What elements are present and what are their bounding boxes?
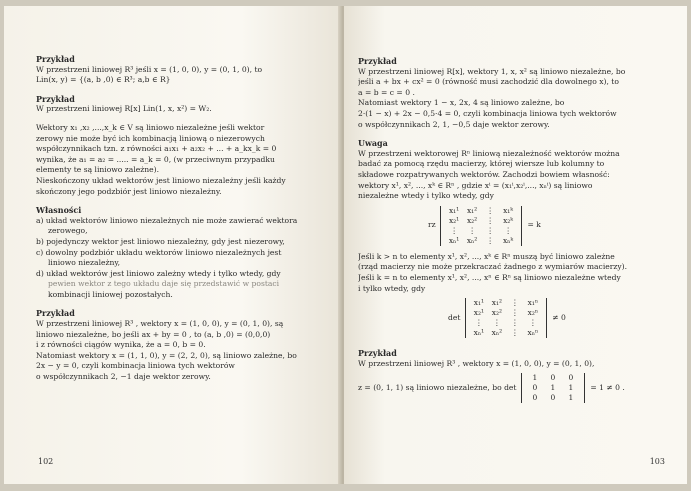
matrix-cell: ⋮ [504,225,512,235]
matrix-row [445,206,517,216]
text-line: Lin(x, y) = {(a, b ,0) ∈ R³; a,b ∈ R} [36,75,171,85]
text-line: Natomiast wektory x = (1, 1, 0), y = (2, 2, 0), są liniowo zależne, bo [36,350,297,360]
matrix-cell: x₂² [466,215,478,225]
det-label: det [448,312,461,322]
matrix-cell: ⋮ [511,298,519,308]
text-line: wynika, że a₁ = a₂ = ..... = a_k = 0, (w przeciwnym przypadku [36,154,275,164]
matrix-row [470,308,542,318]
text-line: Natomiast wektory 1 − x, 2x, 4 są liniowo zależne, bo [358,98,565,108]
determinant-formula [358,296,665,340]
section-title: Przykład [36,54,75,64]
matrix-cell: ⋮ [511,308,519,318]
matrix-cell: x₂² [491,308,502,318]
det-3x3-matrix [521,373,585,403]
example-r3-determinant [358,348,665,405]
matrix-cell: 1 [568,383,574,393]
matrix-cell: x₁¹ [448,205,460,215]
text-line: W przestrzeni liniowej R³ , wektory x = (1, 0, 0), y = (0, 1, 0), są [36,319,284,329]
matrix-cell: ⋮ [486,235,494,245]
section-title: Przykład [358,56,397,66]
text-line: o współczynnikach 2, 1, −0,5 daje wektor zerowy. [358,119,550,129]
text-line: zerowy nie może być ich kombinacją liniową o niezerowych [36,133,265,143]
list-item: liniowo niezależny, [48,258,121,268]
text-line: a = b = c = 0 . [358,87,415,97]
text-line: współczynnikach tzn. z równości a₁x₁ + a₂x₂ + ... + a_kx_k = 0 [36,144,277,154]
matrix-cell: ⋮ [486,205,494,215]
example-r3-independence [36,308,322,382]
matrix-cell: x₂¹ [448,215,460,225]
text-line: niezależne wtedy i tylko wtedy, gdy [358,191,494,201]
matrix-cell: 0 [532,383,538,393]
matrix-cell: x₁² [491,298,502,308]
matrix-cell: ⋮ [529,318,537,328]
matrix-cell: x₂ⁿ [527,308,539,318]
matrix-cell: 0 [550,393,556,403]
page-number: 103 [649,457,665,466]
text-line: (rząd macierzy nie może przekraczać żadnego z wymiarów macierzy). [358,262,628,272]
text-line: i z równości ciągów wynika, że a = 0, b = 0. [36,340,206,350]
text-line: W przestrzeni liniowej R³ jeśli x = (1, 0, 0), y = (0, 1, 0), to [36,64,263,74]
page-number: 102 [38,457,54,466]
rank-label: rz [428,220,436,230]
matrix-cell: xₙⁿ [527,328,539,338]
det-result: = 1 ≠ 0 . [590,382,625,392]
matrix-cell: x₁ⁿ [527,298,539,308]
example-lin-polynomials [36,94,322,115]
text-line: o współczynnikach 2, −1 daje wektor zerowy. [36,372,211,382]
rank-equals: = k [527,220,541,230]
list-item: c) dowolny podzbiór układu wektorów liniowo niezależnych jest [36,247,282,257]
matrix-cell: ⋮ [468,225,476,235]
text-line: W przestrzeni wektorowej Rⁿ liniową niezależność wektorów można [358,148,620,158]
det-prefix: z = (0, 1, 1) są liniowo niezależne, bo det [358,382,517,392]
definition-linear-independence [36,123,322,197]
matrix-cell: 0 [550,373,556,383]
matrix-cell: 0 [532,393,538,403]
matrix-cell: xₙ² [466,235,478,245]
matrix-cell: xₙ¹ [448,235,460,245]
matrix-cell: x₁² [466,205,478,215]
matrix-cell: 1 [550,383,556,393]
matrix-row [526,393,580,403]
text-line: badać za pomocą rzędu macierzy, której wiersze lub kolumny to [358,159,605,169]
determinant-example [358,371,665,405]
text-line: 2·(1 − x) + 2x − 0,5·4 = 0, czyli kombinacja liniowa tych wektorów [358,108,617,118]
list-item: b) pojedynczy wektor jest liniowo niezależny, gdy jest niezerowy, [36,236,285,246]
text-line: Wektory x₁ ,x₂ ,...,x_k ∈ V są liniowo niezależne jeśli wektor [36,122,265,132]
matrix-cell: ⋮ [511,328,519,338]
matrix-cell: xₙ² [491,328,503,338]
matrix-cell: 0 [568,373,574,383]
matrix-cell: 1 [532,373,538,383]
text-line: składowe rozpatrywanych wektorów. Zachodzi bowiem własność: [358,169,610,179]
left-page [4,6,342,484]
rank-matrix [440,206,522,246]
matrix-row [445,236,517,246]
matrix-cell: x₁¹ [473,298,484,308]
matrix-row [470,318,542,328]
properties-list [36,205,322,300]
matrix-row [470,328,542,338]
list-item: d) układ wektorów jest liniowo zależny wtedy i tylko wtedy, gdy [36,268,281,278]
rank-formula [358,204,665,248]
text-line: jeśli a + bx + cx² = 0 (równość musi zachodzić dla dowolnego x), to [358,77,619,87]
matrix-cell: ⋮ [511,318,519,328]
note-rank-criterion [358,138,665,340]
text-line: W przestrzeni liniowej R³ , wektory x = (1, 0, 0), y = (0, 1, 0), [358,358,595,368]
det-matrix [465,298,547,338]
text-line: Nieskończony układ wektorów jest liniowo niezależny jeśli każdy [36,175,286,185]
example-polynomial-independence [358,56,665,130]
text-line: W przestrzeni liniowej R[x] Lin(1, x, x²) = W₂. [36,104,212,114]
section-title: Uwaga [358,138,388,149]
matrix-cell: ⋮ [486,215,494,225]
det-nonzero: ≠ 0 [552,312,566,322]
matrix-row [470,298,542,308]
section-title: Własności [36,205,82,216]
text-line: skończony jego podzbiór jest liniowo niezależny. [36,186,222,196]
section-title: Przykład [36,308,75,319]
text-line: 2x − y = 0, czyli kombinacja liniowa tych wektorów [36,361,235,371]
text-line: liniowo niezależne, bo jeśli ax + by = 0 , to (a, b ,0) = (0,0,0) [36,329,271,339]
text-line: elementy te są liniowo zależne). [36,165,160,175]
matrix-cell: ⋮ [475,318,483,328]
matrix-row [445,226,517,236]
right-page [344,6,687,484]
matrix-cell: ⋮ [450,225,458,235]
example-lin-span [36,54,322,86]
matrix-cell: x₂ᵏ [503,215,514,225]
matrix-cell: xₙᵏ [502,235,514,245]
list-item: a) układ wektorów liniowo niezależnych nie może zawierać wektora [36,215,298,225]
list-item: zerowego, [48,226,88,236]
matrix-cell: ⋮ [493,318,501,328]
list-item: kombinacji liniowej pozostałych. [48,289,173,299]
section-title: Przykład [36,93,75,104]
matrix-row [445,216,517,226]
matrix-cell: ⋮ [486,225,494,235]
text-line: Jeśli k = n to elementy x¹, x², ..., xⁿ ∈ Rⁿ są liniowo niezależne wtedy [358,272,621,282]
matrix-row [526,383,580,393]
text-line: W przestrzeni liniowej R[x], wektory 1, x, x² są liniowo niezależne, bo [358,66,626,76]
list-item: pewien wektor z tego układu daje się przedstawić w postaci [48,279,280,289]
text-line: wektory x¹, x², ..., xᵏ ∈ Rⁿ , gdzie xⁱ = (x₁ⁱ,x₂ⁱ,..., xₙⁱ) są liniowo [358,180,593,190]
matrix-row [526,373,580,383]
text-line: i tylko wtedy, gdy [358,283,426,293]
text-line: Jeśli k > n to elementy x¹, x², ..., xᵏ ∈ Rⁿ muszą być liniowo zależne [358,251,615,261]
section-title: Przykład [358,348,397,359]
matrix-cell: x₂¹ [473,308,484,318]
matrix-cell: x₁ᵏ [503,205,514,215]
matrix-cell: xₙ¹ [473,328,485,338]
matrix-cell: 1 [568,393,574,403]
